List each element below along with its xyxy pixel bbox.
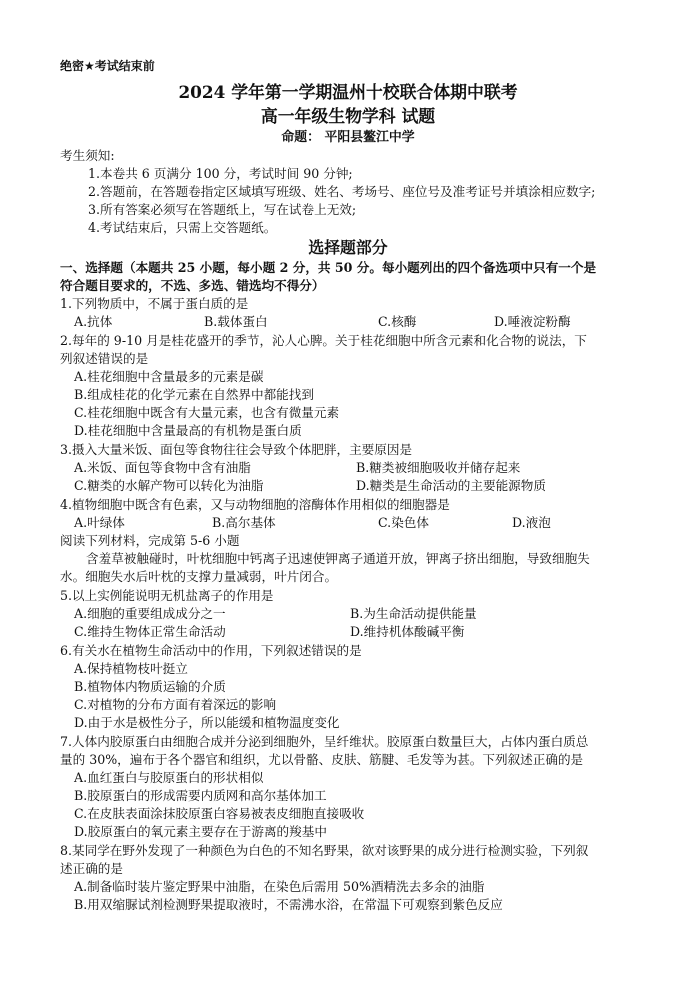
option-d: D.糖类是生命活动的主要能源物质 xyxy=(356,478,546,493)
question-stem: 5.以上实例能说明无机盐离子的作用是 xyxy=(60,588,274,603)
question-stem: 量的 30%，遍布于各个器官和组织，尤以骨骼、皮肤、筋腱、毛发等为甚。下列叙述正确的是 xyxy=(60,752,584,767)
option-d: D.维持机体酸碱平衡 xyxy=(350,624,465,639)
part-instructions: 符合题目要求的，不选、多选、错选均不得分） xyxy=(60,278,325,293)
option-b: B.高尔基体 xyxy=(212,515,276,530)
option-d: D.桂花细胞中含量最高的有机物是蛋白质 xyxy=(74,423,302,438)
exam-author: 命题： 平阳县鳌江中学 xyxy=(281,130,415,145)
reading-intro: 阅读下列材料，完成第 5-6 小题 xyxy=(60,533,240,548)
option-b: B.组成桂花的化学元素在自然界中都能找到 xyxy=(74,387,314,402)
question-stem: 3.摄入大量米饭、面包等食物往往会导致个体肥胖，主要原因是 xyxy=(60,442,413,457)
option-c: C.糖类的水解产物可以转化为油脂 xyxy=(74,478,264,493)
option-c: C.在皮肤表面涂抹胶原蛋白容易被表皮细胞直接吸收 xyxy=(74,806,365,821)
exam-subtitle: 高一年级生物学科 试题 xyxy=(260,106,436,126)
option-a: A.血红蛋白与胶原蛋白的形状相似 xyxy=(74,770,264,785)
option-a: A.制备临时装片鉴定野果中油脂，在染色后需用 50%酒精洗去多余的油脂 xyxy=(74,879,485,894)
option-b: B.载体蛋白 xyxy=(204,314,268,329)
option-c: C.桂花细胞中既含有大量元素，也含有微量元素 xyxy=(74,405,340,420)
option-a: A.抗体 xyxy=(74,314,113,329)
question-stem: 1.下列物质中，不属于蛋白质的是 xyxy=(60,296,249,311)
reading-paragraph: 水。细胞失水后叶枕的支撑力量减弱，叶片闭合。 xyxy=(60,569,338,584)
option-c: C.核酶 xyxy=(378,314,417,329)
option-b: B.用双缩脲试剂检测野果提取液时，不需沸水浴，在常温下可观察到紫色反应 xyxy=(74,897,503,912)
option-a: A.叶绿体 xyxy=(74,515,125,530)
question-stem: 6.有关水在植物生命活动中的作用，下列叙述错误的是 xyxy=(60,643,362,658)
option-c: C.染色体 xyxy=(378,515,429,530)
option-d: D.由于水是极性分子，所以能缓和植物温度变化 xyxy=(74,715,340,730)
part-instructions: 一、选择题（本题共 25 小题，每小题 2 分，共 50 分。每小题列出的四个备选项中只有一个是 xyxy=(60,260,597,275)
notice-item: 3.所有答案必须写在答题纸上，写在试卷上无效; xyxy=(88,202,357,217)
notice-item: 2.答题前，在答题卷指定区域填写班级、姓名、考场号、座位号及准考证号并填涂相应数字; xyxy=(88,184,596,199)
section-title: 选择题部分 xyxy=(308,238,388,257)
question-stem: 7.人体内胶原蛋白由细胞合成并分泌到细胞外，呈纤维状。胶原蛋白数量巨大，占体内蛋白质总 xyxy=(60,734,589,749)
option-d: D.唾液淀粉酶 xyxy=(494,314,571,329)
option-d: D.液泡 xyxy=(512,515,551,530)
option-b: B.糖类被细胞吸收并储存起来 xyxy=(356,460,521,475)
option-a: A.细胞的重要组成成分之一 xyxy=(74,606,226,621)
reading-paragraph: 含羞草被触碰时，叶枕细胞中钙离子迅速使钾离子通道开放，钾离子挤出细胞，导致细胞失 xyxy=(86,551,590,566)
question-stem: 8.某同学在野外发现了一种颜色为白色的不知名野果，欲对该野果的成分进行检测实验，下列叙 xyxy=(60,843,589,858)
question-stem: 2.每年的 9-10 月是桂花盛开的季节，沁人心脾。关于桂花细胞中所含元素和化合物的说法，下 xyxy=(60,333,587,348)
notice-item: 1.本卷共 6 页满分 100 分，考试时间 90 分钟; xyxy=(88,166,353,181)
question-stem: 述正确的是 xyxy=(60,861,123,876)
option-a: A.米饭、面包等食物中含有油脂 xyxy=(74,460,251,475)
option-c: C.对植物的分布方面有着深远的影响 xyxy=(74,697,277,712)
option-b: B.为生命活动提供能量 xyxy=(350,606,477,621)
option-a: A.桂花细胞中含量最多的元素是碳 xyxy=(74,369,264,384)
option-d: D.胶原蛋白的氧元素主要存在于游离的羧基中 xyxy=(74,824,327,839)
option-b: B.胶原蛋白的形成需要内质网和高尔基体加工 xyxy=(74,788,327,803)
question-stem: 列叙述错误的是 xyxy=(60,351,149,366)
question-stem: 4.植物细胞中既含有色素，又与动物细胞的溶酶体作用相似的细胞器是 xyxy=(60,497,450,512)
option-c: C.维持生物体正常生命活动 xyxy=(74,624,226,639)
option-a: A.保持植物枝叶挺立 xyxy=(74,661,188,676)
notice-heading: 考生须知: xyxy=(60,148,115,163)
option-b: B.植物体内物质运输的介质 xyxy=(74,679,226,694)
confidential-mark: 绝密★考试结束前 xyxy=(60,59,155,73)
notice-item: 4.考试结束后，只需上交答题纸。 xyxy=(88,220,277,235)
exam-title: 2024 学年第一学期温州十校联合体期中联考 xyxy=(178,82,518,102)
